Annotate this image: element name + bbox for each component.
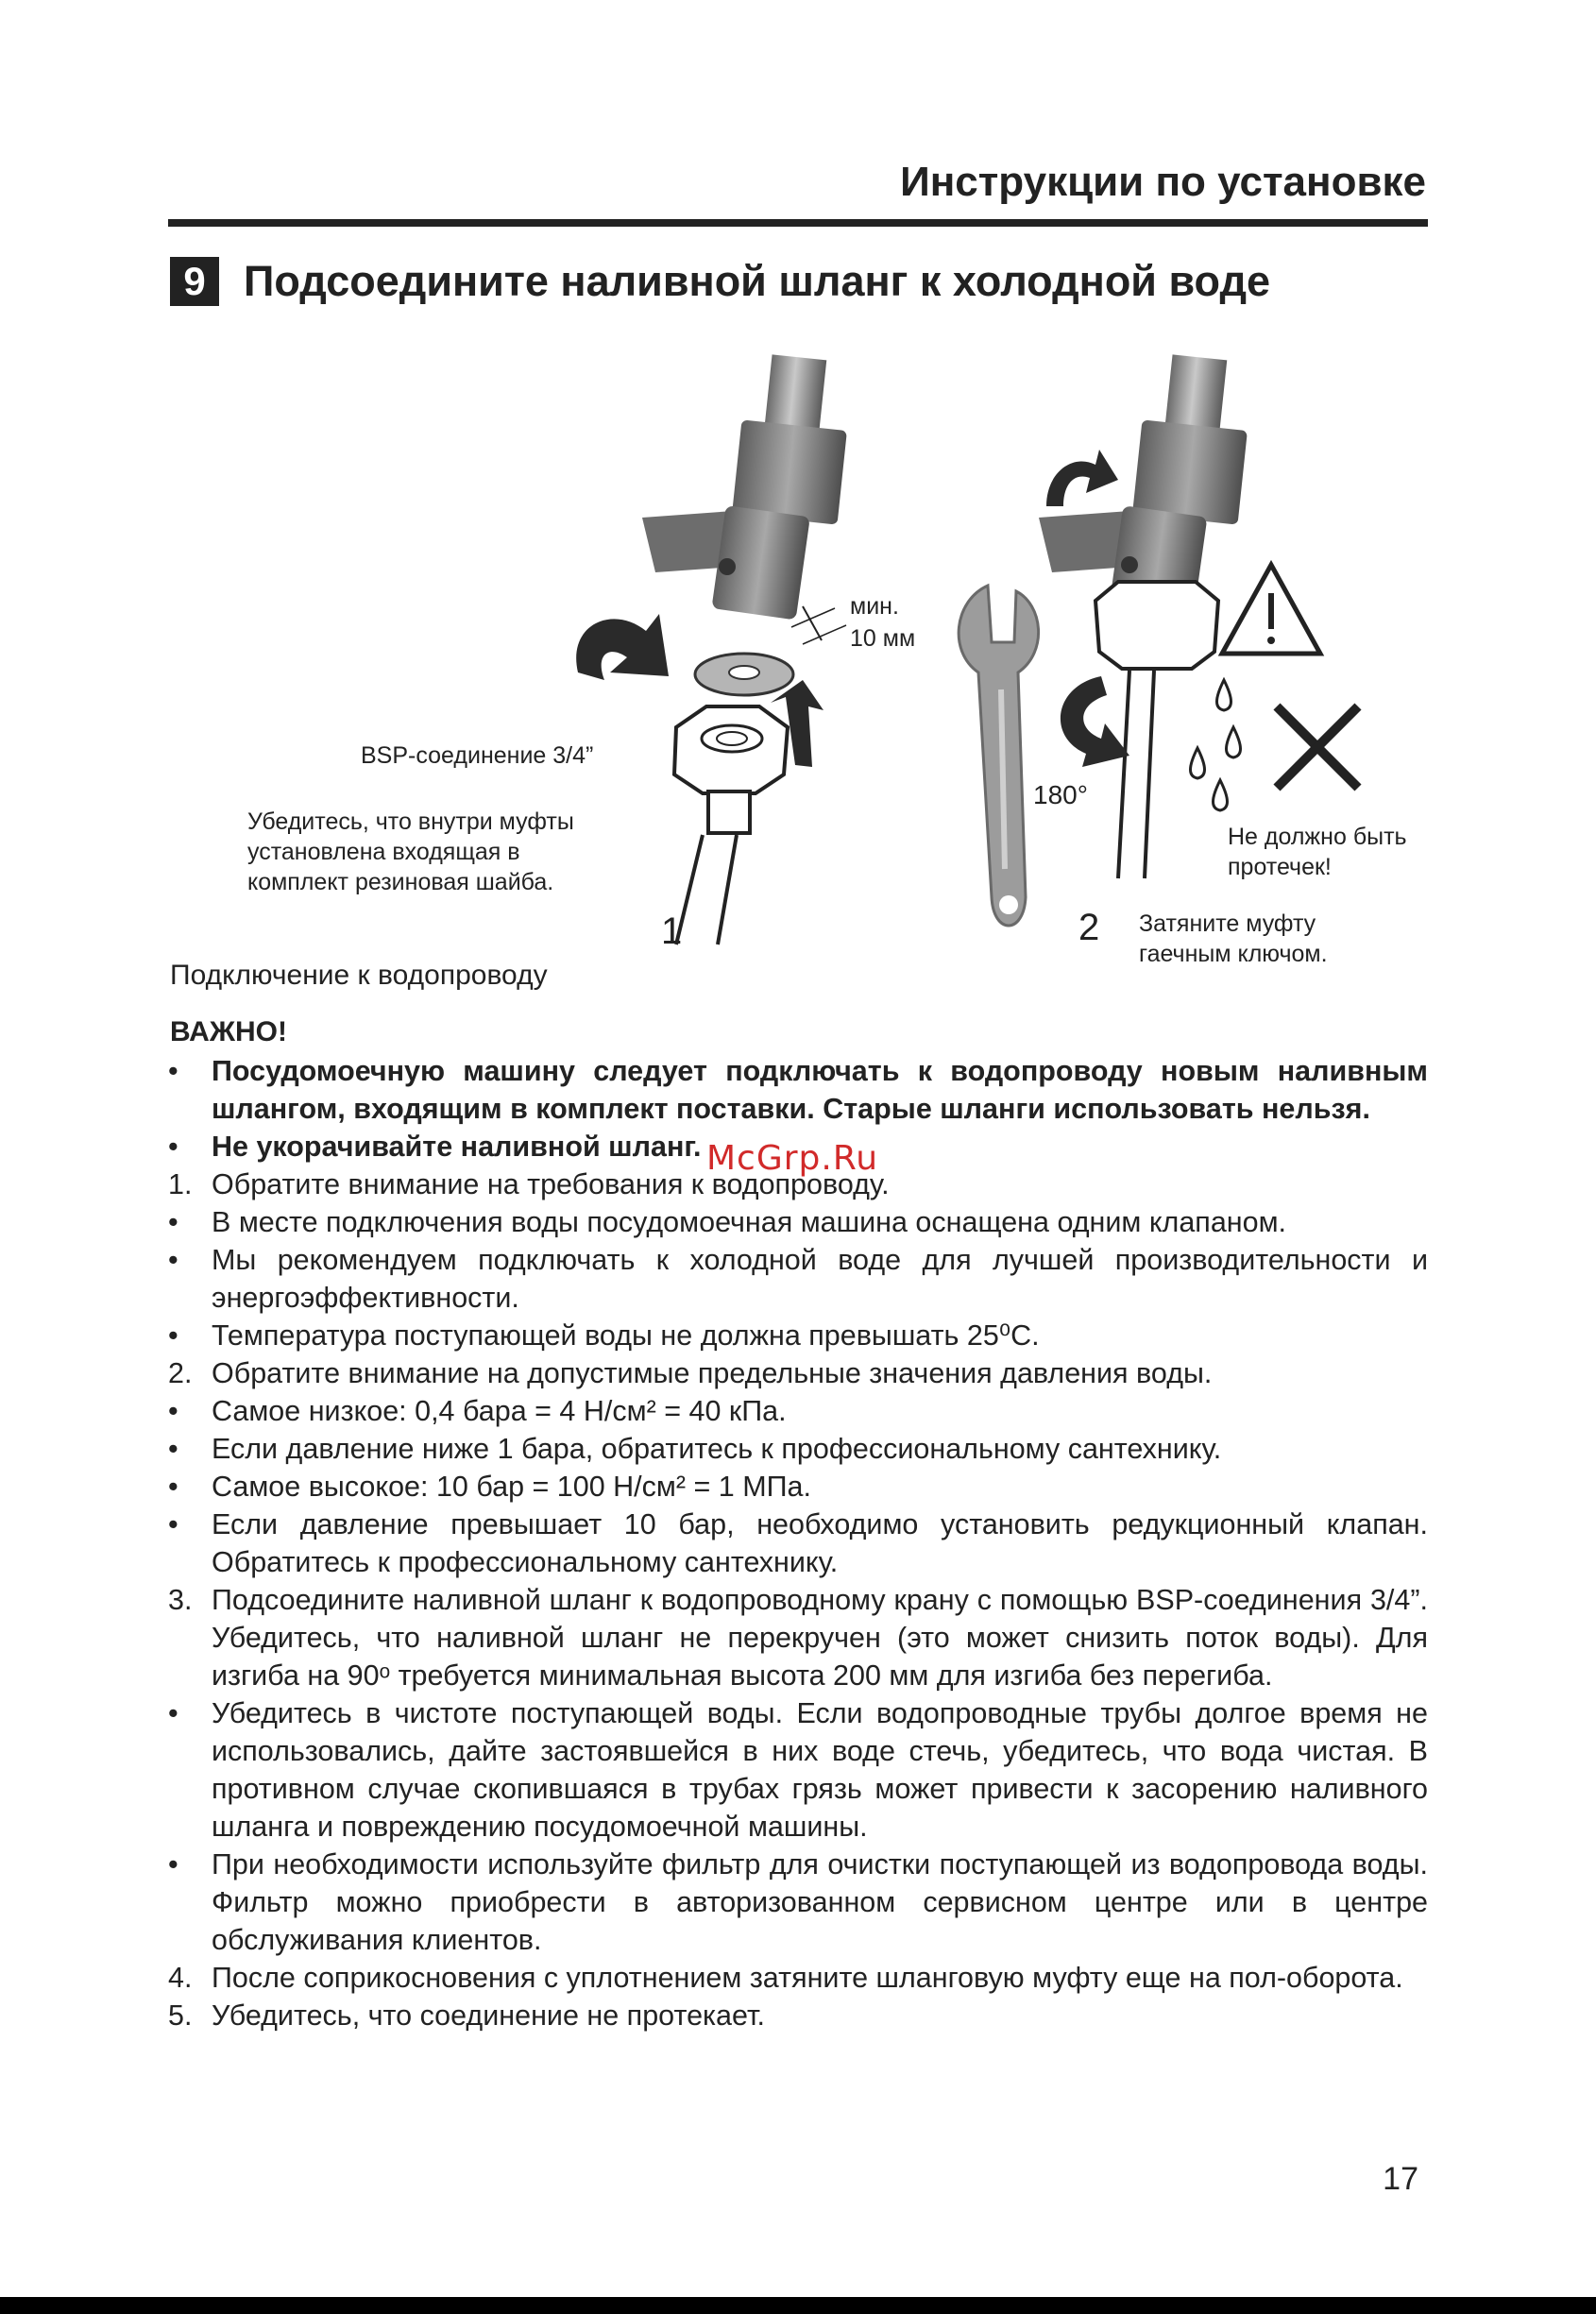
page-number: 17 bbox=[1383, 2161, 1418, 2197]
angle-label: 180° bbox=[1033, 780, 1088, 809]
rotate-arrow-icon bbox=[1046, 450, 1118, 506]
warning-triangle-icon bbox=[1222, 565, 1320, 654]
list-marker: 1. bbox=[168, 1168, 193, 1200]
list-marker: 5. bbox=[168, 1999, 193, 2032]
installation-illustration bbox=[0, 0, 1596, 963]
list-marker: • bbox=[168, 1055, 178, 1087]
list-text: Обратите внимание на допустимые предельные значения давления воды. bbox=[212, 1357, 1213, 1389]
list-marker: 3. bbox=[168, 1584, 193, 1616]
list-item bbox=[168, 1468, 1428, 1506]
washer-note-line1: Убедитесь, что внутри муфты bbox=[247, 808, 574, 835]
rotate-arrow-icon bbox=[1061, 676, 1129, 767]
list-marker: • bbox=[168, 1433, 178, 1465]
list-item bbox=[168, 1581, 1428, 1694]
list-marker: • bbox=[168, 1508, 178, 1540]
step-1-label: 1 bbox=[661, 910, 683, 952]
step-title: Подсоедините наливной шланг к холодной воде bbox=[244, 257, 1271, 305]
list-item bbox=[168, 1354, 1428, 1392]
list-text: Самое высокое: 10 бар = 100 Н/см² = 1 МПа. bbox=[212, 1471, 811, 1503]
list-text: Убедитесь, что соединение не протекает. bbox=[212, 1999, 766, 2032]
list-item bbox=[168, 1430, 1428, 1468]
leak-note-line1: Не должно быть bbox=[1228, 824, 1407, 850]
list-item bbox=[168, 1846, 1428, 1959]
list-marker: • bbox=[168, 1131, 178, 1163]
list-marker: 2. bbox=[168, 1357, 193, 1389]
min-label-line2: 10 мм bbox=[850, 625, 916, 652]
bottom-border bbox=[0, 2297, 1596, 2314]
list-marker: • bbox=[168, 1319, 178, 1352]
list-item bbox=[168, 1959, 1428, 1997]
list-item bbox=[168, 1203, 1428, 1241]
list-item bbox=[168, 1506, 1428, 1581]
cross-icon bbox=[1277, 706, 1358, 788]
washer-note-line3: комплект резиновая шайба. bbox=[247, 869, 554, 895]
rotate-arrow-icon bbox=[576, 614, 669, 680]
bsp-label: BSP-соединение 3/4” bbox=[361, 742, 594, 769]
coupling-icon bbox=[674, 706, 788, 944]
list-text: После соприкосновения с уплотнением затяните шланговую муфту еще на пол-оборота. bbox=[212, 1962, 1403, 1994]
list-marker: • bbox=[168, 1848, 178, 1880]
list-marker: 4. bbox=[168, 1962, 193, 1994]
wrench-icon bbox=[959, 586, 1038, 926]
list-marker: • bbox=[168, 1697, 178, 1729]
list-item bbox=[168, 1392, 1428, 1430]
list-text: Подсоедините наливной шланг к водопроводному крану с помощью BSP-соединения 3/4”. Убедитесь, что наливной шланг не перекручен (это может снизить поток воды). Для изгиба на 90ᵒ требуется минимальная высота 200 мм для изгиба без перегиба. bbox=[212, 1584, 1428, 1692]
list-marker: • bbox=[168, 1206, 178, 1238]
list-marker: • bbox=[168, 1244, 178, 1276]
faucet-icon bbox=[642, 354, 847, 620]
list-text: Обратите внимание на требования к водопроводу. bbox=[212, 1168, 890, 1200]
list-text: Мы рекомендуем подключать к холодной воде для лучшей производительности и энергоэффективности. bbox=[212, 1244, 1428, 1314]
step-number-badge: 9 bbox=[170, 257, 219, 306]
list-item bbox=[168, 1694, 1428, 1846]
list-marker: • bbox=[168, 1471, 178, 1503]
list-item bbox=[168, 1241, 1428, 1317]
water-drops-icon bbox=[1191, 680, 1241, 810]
list-item bbox=[168, 1317, 1428, 1354]
list-text: Убедитесь в чистоте поступающей воды. Если водопроводные трубы долгое время не использовались, дайте застоявшейся в них воде стечь, убедитесь, что вода чистая. В противном случае скопившаяся в трубах грязь может привести к засорению наливного шланга и повреждению посудомоечной машины. bbox=[212, 1697, 1428, 1843]
washer-note-line2: установлена входящая в bbox=[247, 839, 520, 865]
instruction-list bbox=[168, 1052, 1428, 2034]
tighten-note-line2: гаечным ключом. bbox=[1139, 941, 1328, 967]
watermark: McGrp.Ru bbox=[706, 1139, 879, 1178]
washer-icon bbox=[695, 654, 793, 695]
list-text: Если давление ниже 1 бара, обратитесь к профессиональному сантехнику. bbox=[212, 1433, 1222, 1465]
list-text: Если давление превышает 10 бар, необходимо установить редукционный клапан. Обратитесь к профессиональному сантехнику. bbox=[212, 1508, 1428, 1578]
section-title: Инструкции по установке bbox=[900, 159, 1426, 205]
list-text: Не укорачивайте наливной шланг. bbox=[212, 1131, 702, 1163]
list-item bbox=[168, 1997, 1428, 2034]
section-subtitle: Подключение к водопроводу bbox=[170, 960, 548, 991]
list-text: При необходимости используйте фильтр для очистки поступающей из водопровода воды. Фильтр можно приобрести в авторизованном сервисном центре или в центре обслуживания клиентов. bbox=[212, 1848, 1428, 1956]
list-text: Самое низкое: 0,4 бара = 4 Н/см² = 40 кПа. bbox=[212, 1395, 787, 1427]
list-text: Температура поступающей воды не должна превышать 25⁰С. bbox=[212, 1319, 1040, 1352]
list-text: Посудомоечную машину следует подключать к водопроводу новым наливным шлангом, входящим в комплект поставки. Старые шланги использовать нельзя. bbox=[212, 1055, 1428, 1125]
list-text: В месте подключения воды посудомоечная машина оснащена одним клапаном. bbox=[212, 1206, 1287, 1238]
leak-note-line2: протечек! bbox=[1228, 854, 1332, 880]
list-item bbox=[168, 1052, 1428, 1128]
min-label-line1: мин. bbox=[850, 593, 899, 620]
tighten-note-line1: Затяните муфту bbox=[1139, 910, 1316, 937]
important-label: ВАЖНО! bbox=[170, 1016, 287, 1047]
list-marker: • bbox=[168, 1395, 178, 1427]
step-2-label: 2 bbox=[1078, 907, 1100, 948]
